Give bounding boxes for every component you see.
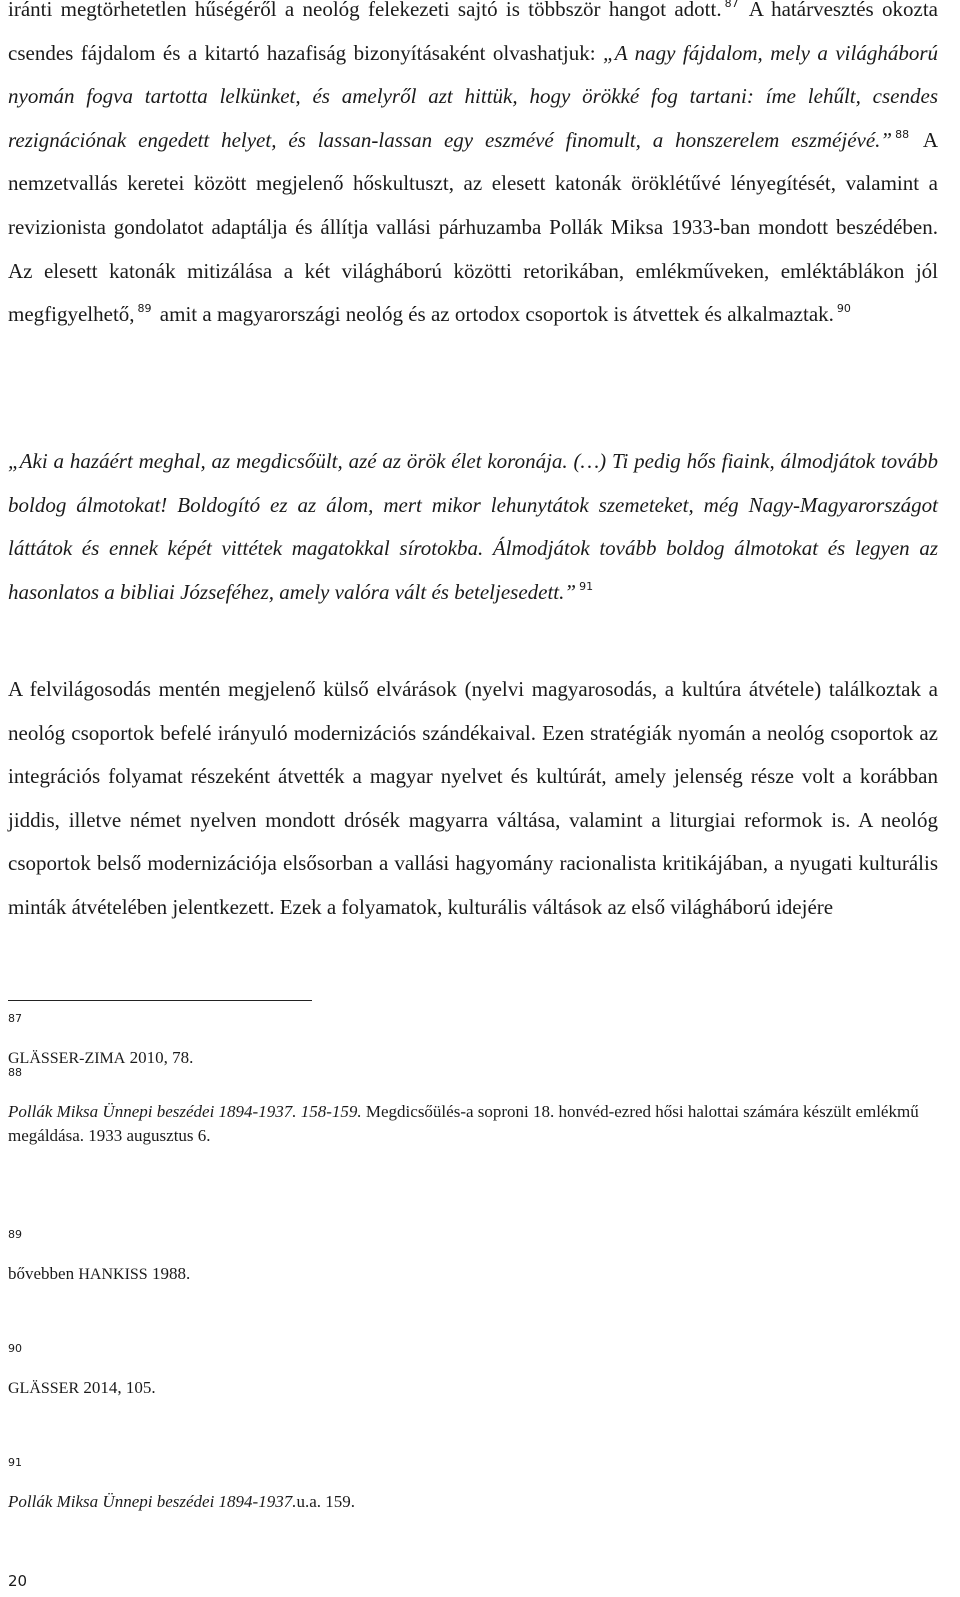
page-number: 20 bbox=[8, 1572, 28, 1590]
inline-quote: „A nagy fájdalom, mely a világháború nyomán fogva tartotta lelkünket, és amelyről azt hittük, hogy örökké fog tartani: íme lehűlt, csendes rezignációnak engedett helyet, és lassan-lassan egy eszmévé finomult, a honszerelem eszméjévé.” bbox=[8, 40, 939, 152]
footnote-text bbox=[8, 1490, 938, 1514]
footnote-author: GLÄSSER bbox=[8, 1380, 80, 1397]
block-quote bbox=[8, 440, 938, 614]
footnote-ref-89[interactable]: 89 bbox=[137, 302, 152, 316]
footnote-citation: 2014, 105. bbox=[83, 1378, 156, 1397]
footnote-author: HANKISS bbox=[78, 1266, 148, 1283]
footnote-number: 87 bbox=[8, 1012, 22, 1025]
paragraph-1-text-a: iránti megtörhetetlen hűségéről a neológ felekezeti sajtó is többször hangot adott. bbox=[8, 0, 722, 21]
footnote-text bbox=[8, 1262, 938, 1287]
block-quote-text-a: „Aki a hazáért meghal, az megdicsőült, azé az örök élet koronája. (…) Ti pedig hős fiaink, álmodjátok tovább boldog álmotokat! bbox=[8, 449, 938, 517]
footnote-citation: Megdicsőülés-a soproni 18. honvéd-ezred hősi halottai számára készült emlékmű megáldása. 1933 augusztus 6. bbox=[8, 1102, 919, 1145]
footnote-title: Pollák Miksa Ünnepi beszédei 1894-1937. bbox=[8, 1492, 297, 1511]
footnote-number: 88 bbox=[8, 1066, 22, 1079]
footnote-91 bbox=[8, 1456, 938, 1514]
footnote-87 bbox=[8, 1012, 938, 1071]
paragraph-1-text-c: A nemzetvallás keretei között megjelenő hőskultuszt, az elesett katonák öröklétűvé lényegítését, valamint a revizionista gondolatot adaptálja és állítja vallási párhuzamba Pollák Miksa 1933-ban mondott beszédében. Az elesett katonák mitizálása a két világháború közötti retorikában, emlékműveken, emléktáblákon jól megfigyelhető, bbox=[8, 127, 939, 327]
footnote-citation: 2010, 78. bbox=[129, 1048, 194, 1067]
footnote-ref-87[interactable]: 87 bbox=[724, 0, 739, 10]
footnote-ref-91[interactable]: 91 bbox=[579, 579, 594, 593]
footnote-divider bbox=[8, 1000, 312, 1001]
footnote-ref-90[interactable]: 90 bbox=[836, 302, 851, 316]
footnote-text bbox=[8, 1376, 938, 1401]
footnote-author: GLÄSSER-ZIMA bbox=[8, 1050, 126, 1067]
footnote-ref-88[interactable]: 88 bbox=[895, 127, 910, 141]
paragraph-1 bbox=[8, 0, 938, 337]
footnote-text bbox=[8, 1100, 938, 1148]
footnote-prefix: bővebben bbox=[8, 1264, 75, 1283]
footnote-citation: u.a. 159. bbox=[296, 1492, 356, 1511]
footnote-number: 91 bbox=[8, 1456, 22, 1469]
footnote-citation: 1988. bbox=[151, 1264, 191, 1283]
footnote-number: 90 bbox=[8, 1342, 22, 1355]
footnote-88 bbox=[8, 1066, 938, 1148]
footnote-title: Pollák Miksa Ünnepi beszédei 1894-1937. 158-159. bbox=[8, 1102, 362, 1121]
paragraph-1-text-d: amit a magyarországi neológ és az ortodox csoportok is átvettek és alkalmaztak. bbox=[159, 302, 834, 327]
block-quote-text-b: Boldogító ez az álom, mert mikor lehunytátok szemeteket, még Nagy-Magyarországot láttátok és ennek képét vittétek magatokkal sírotokba. Álmodjátok tovább boldog álmotokat és legyen az hasonlatos a bibliai Józseféhez, amely valóra vált és beteljesedett.” bbox=[8, 492, 938, 604]
footnote-number: 89 bbox=[8, 1228, 22, 1241]
paragraph-2: A felvilágosodás mentén megjelenő külső elvárások (nyelvi magyarosodás, a kultúra átvétele) találkoztak a neológ csoportok befelé irányuló modernizációs szándékaival. Ezen stratégiák nyomán a neológ csoportok az integrációs folyamat részeként átvették a magyar nyelvet és kultúrát, amely jelenség része volt a korábban jiddis, illetve német nyelven mondott drósék magyarra váltása, valamint a liturgiai reformok is. A neológ csoportok belső modernizációja elsősorban a vallási hagyomány racionalista kritikájában, a nyugati kulturális minták átvételében jelentkezett. Ezek a folyamatok, kulturális váltások az első világháború idejére bbox=[8, 677, 938, 919]
footnote-89 bbox=[8, 1228, 938, 1287]
footnote-90 bbox=[8, 1342, 938, 1401]
paragraph-1-text-b: A határvesztés okozta csendes fájdalom és a kitartó hazafiság bizonyításaként olvashatjuk: bbox=[8, 0, 939, 65]
